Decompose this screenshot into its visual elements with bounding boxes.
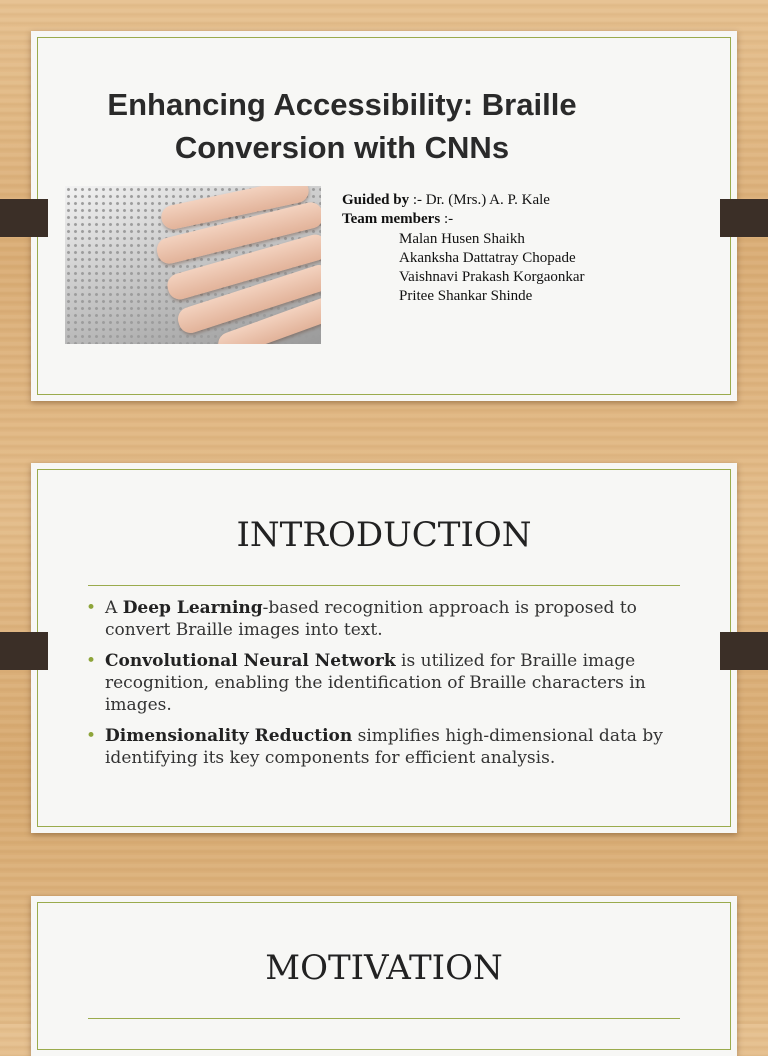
- team-member: Vaishnavi Prakash Korgaonkar: [399, 269, 585, 286]
- guided-by-label: Guided by: [342, 192, 410, 208]
- team-member: Pritee Shankar Shinde: [399, 288, 533, 305]
- bullet-icon: •: [86, 726, 97, 746]
- left-tab-decoration: [0, 632, 48, 670]
- title-slide: [31, 31, 737, 401]
- bullet-text: simplifies high-dimensional data by identifying its key components for efficient analysis.: [105, 726, 663, 768]
- bullet-prefix: A: [105, 598, 123, 618]
- bullet-keyword: Convolutional Neural Network: [105, 651, 396, 671]
- bullet-item: [83, 597, 673, 641]
- bullet-text: -based recognition approach is proposed to convert Braille images into text.: [105, 598, 637, 640]
- bullet-icon: •: [86, 598, 97, 618]
- guided-by-value: :- Dr. (Mrs.) A. P. Kale: [409, 192, 550, 208]
- title-line-1: Enhancing Accessibility: Braille: [107, 87, 577, 122]
- introduction-slide: [31, 463, 737, 833]
- title-divider: [88, 585, 680, 586]
- braille-hands-image: [65, 186, 321, 344]
- right-tab-decoration: [720, 632, 768, 670]
- slide-title: [31, 83, 653, 169]
- section-title: INTRODUCTION: [236, 515, 532, 555]
- credits-block: [342, 191, 585, 307]
- bullet-keyword: Deep Learning: [122, 598, 263, 618]
- section-title: MOTIVATION: [265, 948, 503, 988]
- left-tab-decoration: [0, 199, 48, 237]
- bullet-keyword: Dimensionality Reduction: [105, 726, 353, 746]
- team-members-suffix: :-: [440, 211, 454, 228]
- team-member: Malan Husen Shaikh: [399, 230, 525, 247]
- bullet-list: [83, 597, 673, 778]
- team-members-label: Team members: [342, 211, 441, 228]
- bullet-text: is utilized for Braille image recognition, enabling the identification of Braille characters in images.: [105, 651, 646, 715]
- team-members-row: [342, 210, 585, 229]
- bullet-item: [83, 650, 673, 716]
- bullet-item: [83, 725, 673, 769]
- team-member: Akanksha Dattatray Chopade: [399, 249, 576, 266]
- motivation-slide: [31, 896, 737, 1056]
- bullet-icon: •: [86, 651, 97, 671]
- title-line-2: Conversion with CNNs: [174, 130, 510, 165]
- right-tab-decoration: [720, 199, 768, 237]
- guided-by-row: [342, 191, 585, 210]
- title-divider: [88, 1018, 680, 1019]
